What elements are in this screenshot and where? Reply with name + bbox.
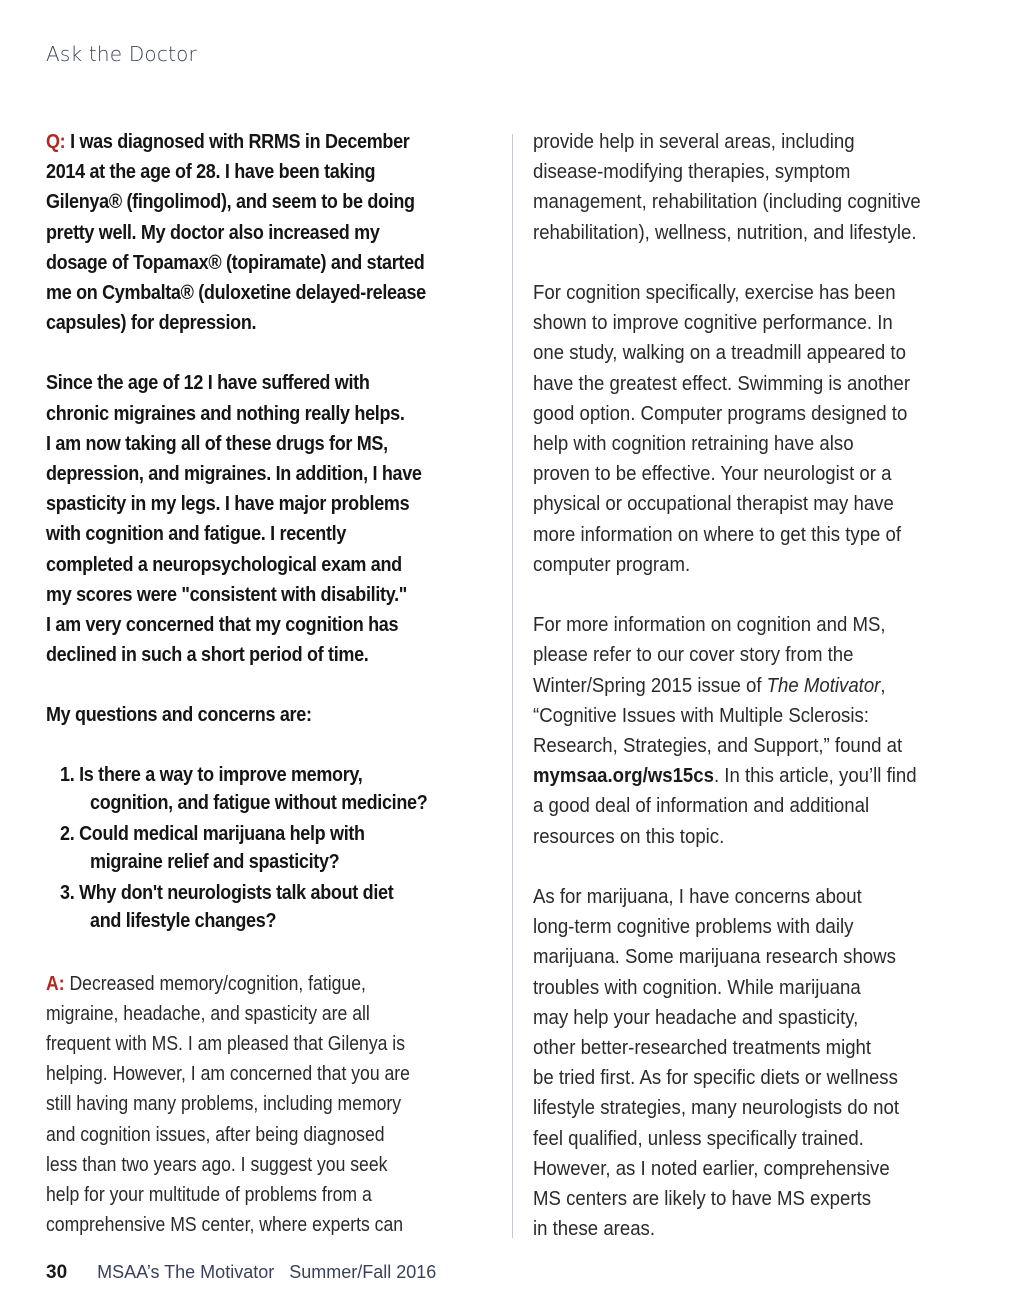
right-paragraph-3 xyxy=(533,610,988,852)
body-line: For more information on cognition and MS, xyxy=(533,614,886,637)
question-list-item xyxy=(46,879,496,935)
section-title: Ask the Doctor xyxy=(46,42,197,66)
body-line: one study, walking on a treadmill appeared to xyxy=(533,342,906,365)
body-line: As for marijuana, I have concerns about xyxy=(533,886,862,909)
question-paragraph-3 xyxy=(46,700,496,730)
question-line: chronic migraines and nothing really helps. xyxy=(46,402,405,425)
list-item-line: cognition, and fatigue without medicine? xyxy=(90,791,428,814)
question-line: My questions and concerns are: xyxy=(46,704,312,727)
body-line: provide help in several areas, including xyxy=(533,131,855,153)
body-line: However, as I noted earlier, comprehensive xyxy=(533,1157,890,1180)
answer-line: Decreased memory/cognition, fatigue, xyxy=(69,972,366,995)
body-line: long-term cognitive problems with daily xyxy=(533,916,854,939)
right-paragraph-4 xyxy=(533,882,988,1244)
page-number: 30 xyxy=(46,1262,68,1283)
question-line: declined in such a short period of time. xyxy=(46,644,369,667)
list-item-line: Could medical marijuana help with xyxy=(79,822,365,845)
question-list xyxy=(46,761,496,935)
answer-line: frequent with MS. I am pleased that Gilenya is xyxy=(46,1033,406,1056)
list-item-line: migraine relief and spasticity? xyxy=(90,850,340,873)
body-line: resources on this topic. xyxy=(533,825,725,848)
body-line: Research, Strategies, and Support,” found at xyxy=(533,735,903,758)
body-line: For cognition specifically, exercise has been xyxy=(533,282,896,304)
question-prefix: Q: xyxy=(46,131,66,153)
question-paragraph-2 xyxy=(46,368,496,670)
question-line: pretty well. My doctor also increased my xyxy=(46,221,380,244)
article-link[interactable]: mymsaa.org/ws15cs xyxy=(533,765,714,788)
body-line: help with cognition retraining have also xyxy=(533,433,854,456)
body-line: proven to be effective. Your neurologist or a xyxy=(533,463,892,486)
body-line: computer program. xyxy=(533,553,691,576)
question-line: my scores were "consistent with disability." xyxy=(46,583,407,606)
body-line: lifestyle strategies, many neurologists do not xyxy=(533,1097,899,1120)
question-line: I was diagnosed with RRMS in December xyxy=(70,131,410,153)
right-column xyxy=(533,127,988,1275)
body-line: good option. Computer programs designed to xyxy=(533,402,908,425)
answer-paragraph xyxy=(46,969,496,1241)
question-list-item xyxy=(46,820,496,876)
answer-line: help for your multitude of problems from a xyxy=(46,1184,372,1207)
answer-line: and cognition issues, after being diagnosed xyxy=(46,1123,385,1146)
question-line: I am very concerned that my cognition has xyxy=(46,614,399,637)
body-line: “Cognitive Issues with Multiple Sclerosis: xyxy=(533,704,869,727)
answer-line: migraine, headache, and spasticity are all xyxy=(46,1002,370,1025)
body-line: shown to improve cognitive performance. In xyxy=(533,312,893,335)
question-line: depression, and migraines. In addition, I have xyxy=(46,463,422,486)
right-paragraph-2 xyxy=(533,278,988,580)
body-text: , xyxy=(880,674,886,697)
answer-prefix: A: xyxy=(46,972,65,995)
body-line: more information on where to get this type of xyxy=(533,523,902,546)
body-line: have the greatest effect. Swimming is another xyxy=(533,372,911,395)
list-item-line: and lifestyle changes? xyxy=(90,909,277,932)
right-paragraph-1 xyxy=(533,127,988,248)
body-line: in these areas. xyxy=(533,1218,656,1241)
question-line: completed a neuropsychological exam and xyxy=(46,553,402,576)
publication-credit: MSAA’s The Motivator Summer/Fall 2016 xyxy=(97,1262,437,1282)
body-text: Winter/Spring 2015 issue of xyxy=(533,674,767,697)
question-line: with cognition and fatigue. I recently xyxy=(46,523,347,546)
publication-title: The Motivator xyxy=(766,674,881,697)
body-line: please refer to our cover story from the xyxy=(533,644,854,667)
body-line: disease-modifying therapies, symptom xyxy=(533,161,851,184)
left-column xyxy=(46,127,496,1240)
question-line: I am now taking all of these drugs for MS, xyxy=(46,432,388,455)
body-line: MS centers are likely to have MS experts xyxy=(533,1188,872,1211)
question-line: Gilenya® (fingolimod), and seem to be doing xyxy=(46,191,415,214)
question-line: 2014 at the age of 28. I have been taking xyxy=(46,161,376,184)
body-line: a good deal of information and additional xyxy=(533,795,870,818)
body-text: . In this article, you’ll find xyxy=(713,765,917,788)
list-number: 2. xyxy=(60,822,75,845)
answer-line: less than two years ago. I suggest you seek xyxy=(46,1153,388,1176)
list-number: 3. xyxy=(60,881,75,904)
body-line: physical or occupational therapist may have xyxy=(533,493,894,516)
question-line: capsules) for depression. xyxy=(46,312,257,335)
body-line: troubles with cognition. While marijuana xyxy=(533,976,861,999)
list-number: 1. xyxy=(60,763,75,786)
body-line: other better-researched treatments might xyxy=(533,1037,872,1060)
answer-line: comprehensive MS center, where experts can xyxy=(46,1214,404,1237)
question-line: Since the age of 12 I have suffered with xyxy=(46,372,370,395)
list-item-line: Why don't neurologists talk about diet xyxy=(79,881,394,904)
page-footer xyxy=(46,1262,436,1284)
body-line: management, rehabilitation (including cognitive xyxy=(533,191,921,214)
body-line: may help your headache and spasticity, xyxy=(533,1006,859,1029)
answer-line: helping. However, I am concerned that you are xyxy=(46,1063,410,1086)
question-paragraph-1 xyxy=(46,127,496,338)
body-line: marijuana. Some marijuana research shows xyxy=(533,946,896,969)
question-line: me on Cymbalta® (duloxetine delayed-release xyxy=(46,282,426,305)
answer-line: still having many problems, including memory xyxy=(46,1093,402,1116)
column-divider xyxy=(512,134,513,1238)
body-line: rehabilitation), wellness, nutrition, and lifestyle. xyxy=(533,221,917,244)
body-line: be tried first. As for specific diets or wellness xyxy=(533,1067,898,1090)
list-item-line: Is there a way to improve memory, xyxy=(79,763,363,786)
question-list-item xyxy=(46,761,496,817)
question-line: dosage of Topamax® (topiramate) and started xyxy=(46,251,425,274)
body-line: feel qualified, unless specifically trained. xyxy=(533,1127,864,1150)
question-line: spasticity in my legs. I have major problems xyxy=(46,493,410,516)
